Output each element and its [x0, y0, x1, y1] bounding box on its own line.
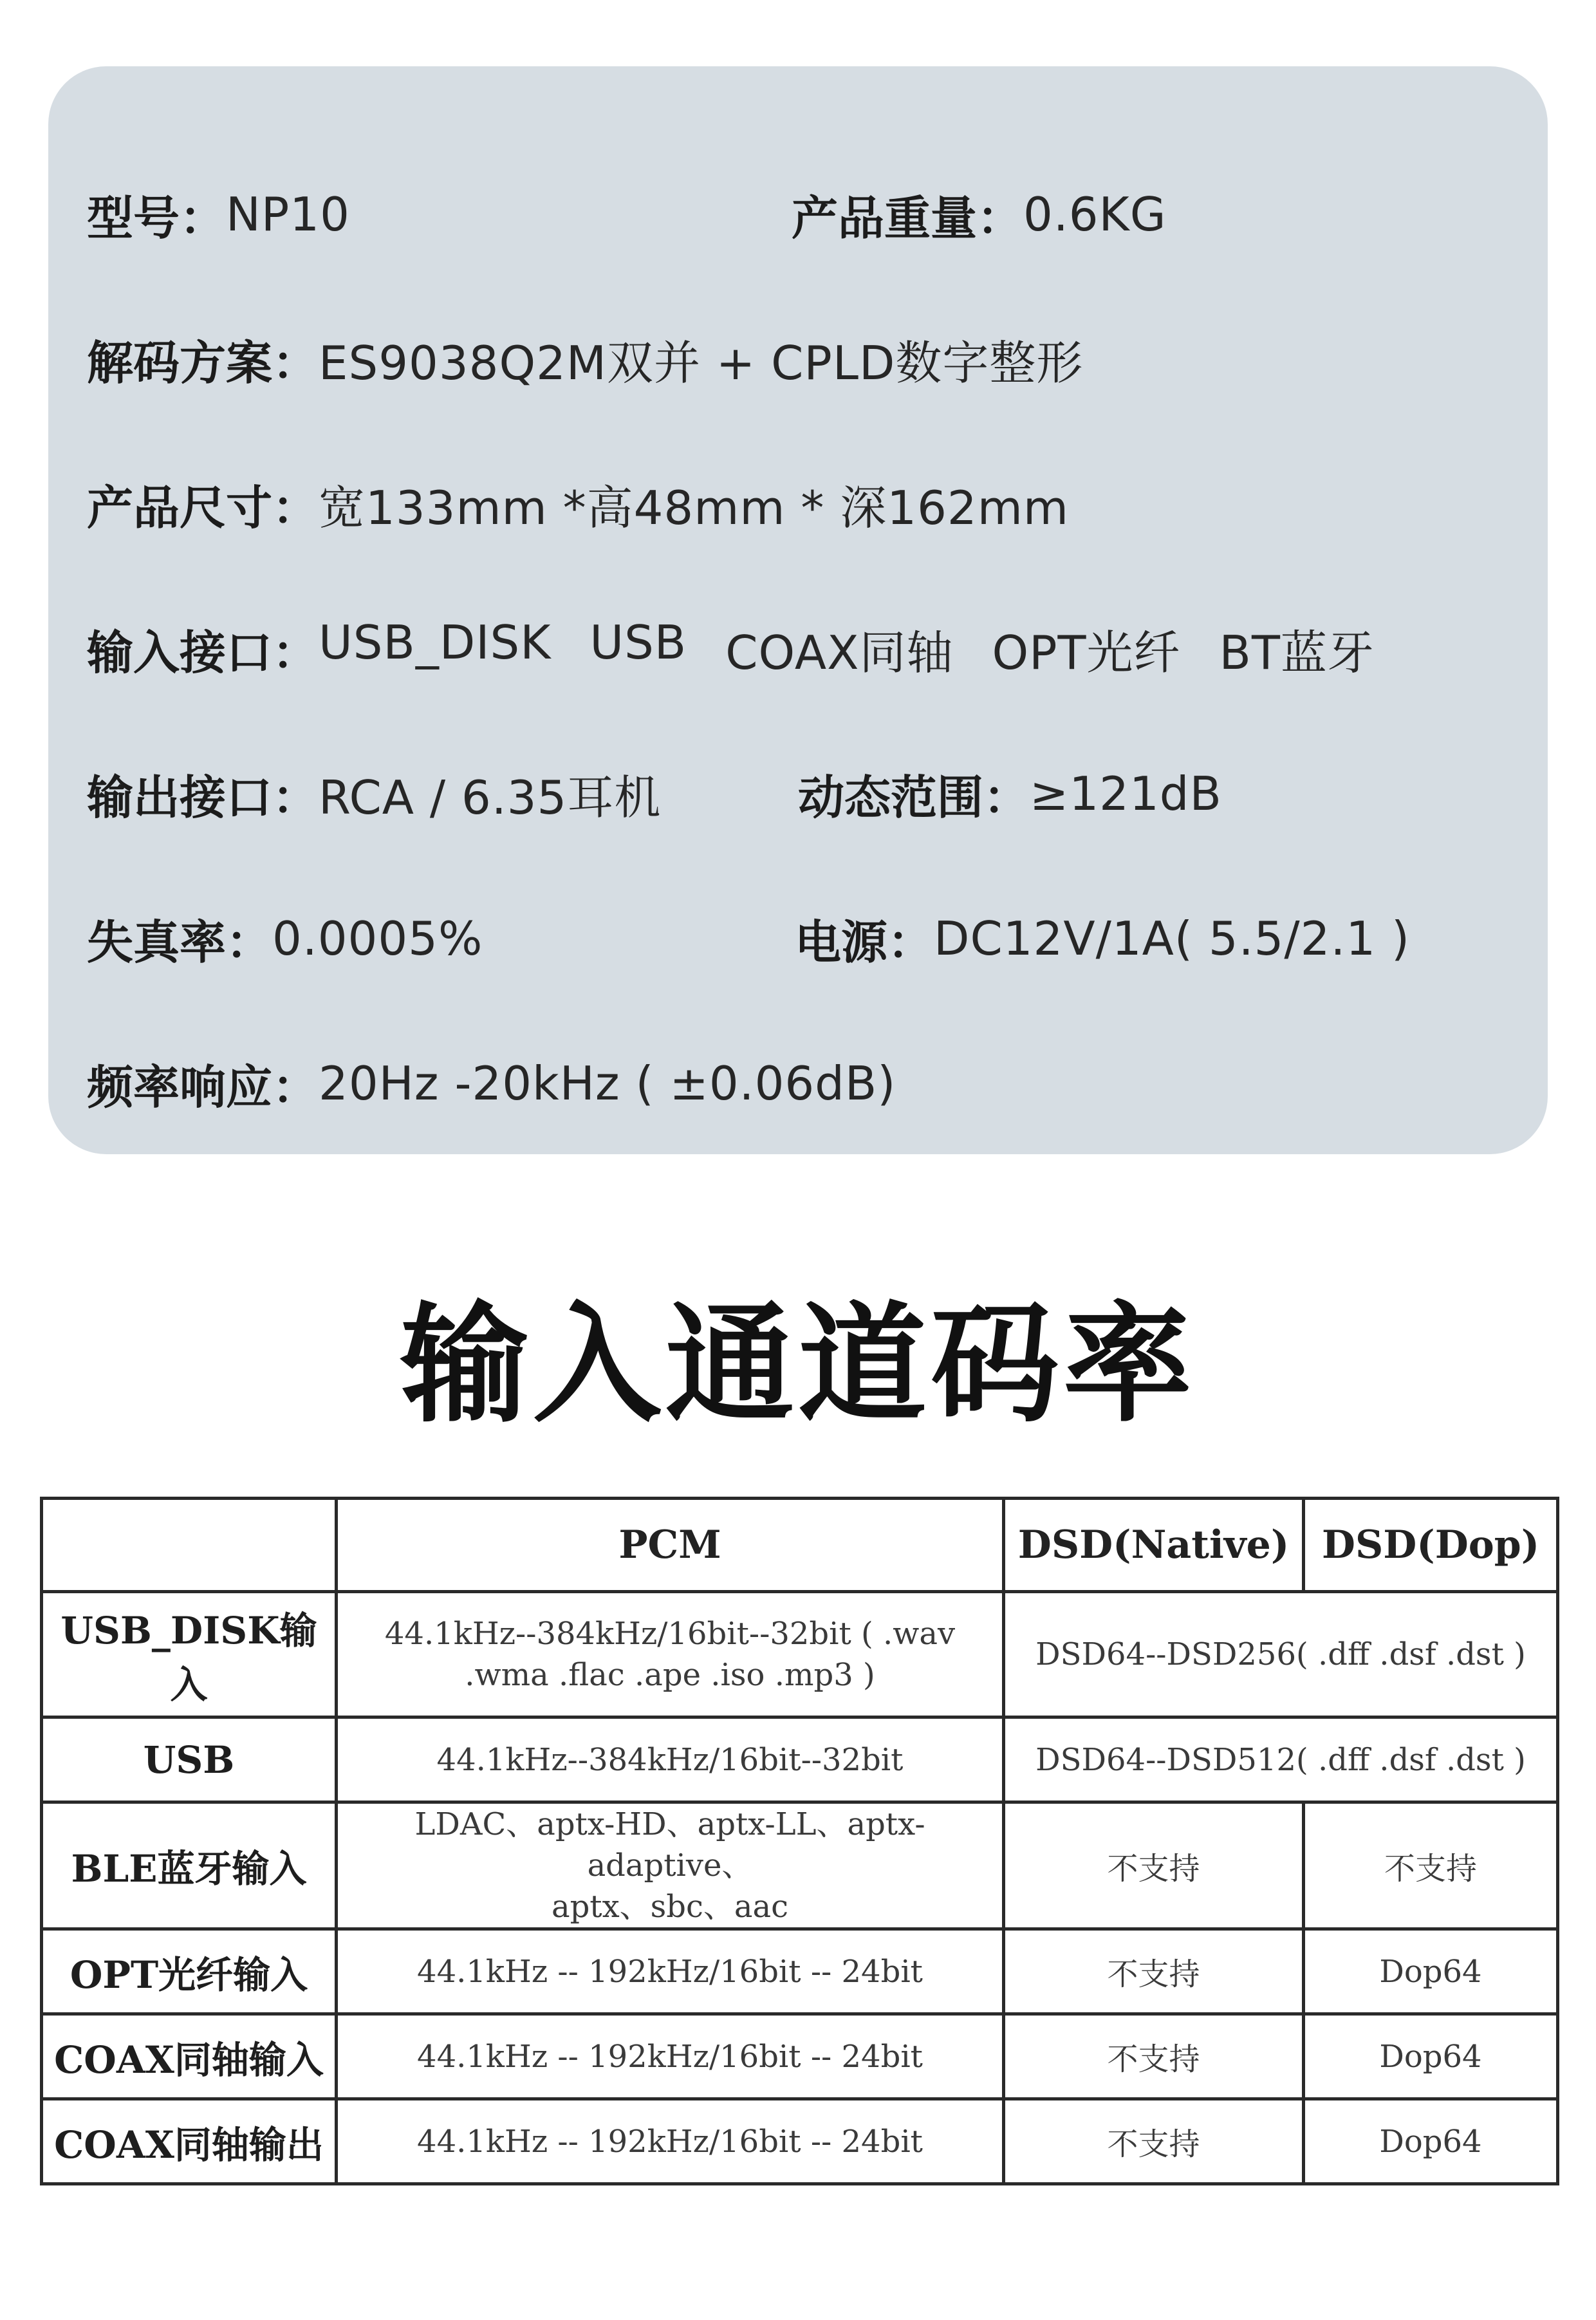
spec-decoder: [87, 321, 1083, 398]
dsd-dop-cell: Dop64: [1304, 2014, 1558, 2099]
spec-value: 0.0005%: [272, 912, 483, 966]
section-title: 输入通道码率: [400, 1290, 1196, 1440]
input-port: OPT光纤: [992, 626, 1181, 680]
pcm-cell: 44.1kHz -- 192kHz/16bit -- 24bit: [337, 2099, 1004, 2184]
dsd-dop-cell: 不支持: [1304, 1802, 1558, 1929]
spec-label: 失真率：: [87, 915, 273, 969]
table-header-row: [42, 1499, 1558, 1592]
spec-value: ES9038Q2M双并 + CPLD数字整形: [319, 336, 1084, 390]
spec-label: 电源：: [795, 915, 934, 969]
header-dsd-dop: DSD(Dop): [1304, 1499, 1558, 1592]
spec-value: RCA / 6.35耳机: [319, 771, 662, 825]
pcm-line: LDAC、aptx-HD、aptx-LL、aptx-adaptive、: [414, 1806, 925, 1884]
spec-size: [87, 465, 1069, 543]
row-name: USB_DISK输入: [42, 1592, 337, 1717]
spec-inputs: [87, 610, 1375, 688]
table-row: [42, 1929, 1558, 2014]
dsd-dop-cell: Dop64: [1304, 2099, 1558, 2184]
spec-label: 输出接口：: [87, 771, 319, 825]
pcm-cell: [337, 1592, 1004, 1717]
spec-power: [795, 900, 1410, 977]
dsd-native-cell: 不支持: [1004, 2099, 1304, 2184]
row-name: BLE蓝牙输入: [42, 1802, 337, 1929]
spec-value: 20Hz -20kHz ( ±0.06dB): [319, 1056, 896, 1110]
input-port: COAX同轴: [725, 626, 954, 680]
pcm-cell: 44.1kHz--384kHz/16bit--32bit: [337, 1717, 1004, 1802]
input-port: USB: [589, 615, 687, 669]
spec-label: 产品重量：: [792, 191, 1024, 245]
row-name: USB: [42, 1717, 337, 1802]
spec-value: 宽133mm *高48mm * 深162mm: [319, 481, 1069, 535]
dsd-native-cell: 不支持: [1004, 1929, 1304, 2014]
pcm-line: aptx、sbc、aac: [551, 1889, 789, 1925]
spec-label: 型号：: [87, 191, 227, 245]
spec-frequency: [87, 1045, 896, 1122]
spec-model: [87, 176, 350, 253]
spec-value: 0.6KG: [1023, 187, 1167, 241]
table-row: [42, 1592, 1558, 1717]
row-name: OPT光纤输入: [42, 1929, 337, 2014]
spec-value: ≥121dB: [1030, 767, 1222, 821]
input-port: BT蓝牙: [1219, 626, 1375, 680]
dsd-cell: DSD64--DSD256( .dff .dsf .dst ): [1004, 1592, 1558, 1717]
pcm-cell: 44.1kHz -- 192kHz/16bit -- 24bit: [337, 1929, 1004, 2014]
spec-label: 动态范围：: [798, 771, 1030, 825]
spec-label: 频率响应：: [87, 1060, 319, 1114]
header-dsd-native: DSD(Native): [1004, 1499, 1304, 1592]
row-name: COAX同轴输出: [42, 2099, 337, 2184]
spec-label: 输入接口：: [87, 626, 319, 680]
header-cell-empty: [42, 1499, 337, 1592]
spec-dynamic-range: [798, 755, 1222, 832]
spec-value: DC12V/1A( 5.5/2.1 ): [934, 912, 1411, 966]
spec-label: 产品尺寸：: [87, 481, 319, 535]
dsd-native-cell: 不支持: [1004, 1802, 1304, 1929]
dsd-cell: DSD64--DSD512( .dff .dsf .dst ): [1004, 1717, 1558, 1802]
pcm-line: 44.1kHz--384kHz/16bit--32bit ( .wav: [384, 1616, 956, 1652]
spec-card: [48, 66, 1548, 1154]
spec-weight: [792, 176, 1167, 253]
pcm-cell: [337, 1802, 1004, 1929]
spec-outputs: [87, 755, 661, 832]
input-port: USB_DISK: [319, 615, 552, 669]
table-row: [42, 1802, 1558, 1929]
row-name: COAX同轴输入: [42, 2014, 337, 2099]
bitrate-table: [40, 1497, 1559, 2185]
table-row: [42, 2014, 1558, 2099]
table-row: [42, 1717, 1558, 1802]
header-pcm: PCM: [337, 1499, 1004, 1592]
spec-distortion: [87, 900, 483, 977]
dsd-dop-cell: Dop64: [1304, 1929, 1558, 2014]
dsd-native-cell: 不支持: [1004, 2014, 1304, 2099]
spec-label: 解码方案：: [87, 336, 319, 390]
pcm-line: .wma .flac .ape .iso .mp3 ): [465, 1657, 875, 1693]
table-row: [42, 2099, 1558, 2184]
pcm-cell: 44.1kHz -- 192kHz/16bit -- 24bit: [337, 2014, 1004, 2099]
spec-value: NP10: [226, 187, 350, 241]
input-port-list: [319, 615, 1375, 682]
